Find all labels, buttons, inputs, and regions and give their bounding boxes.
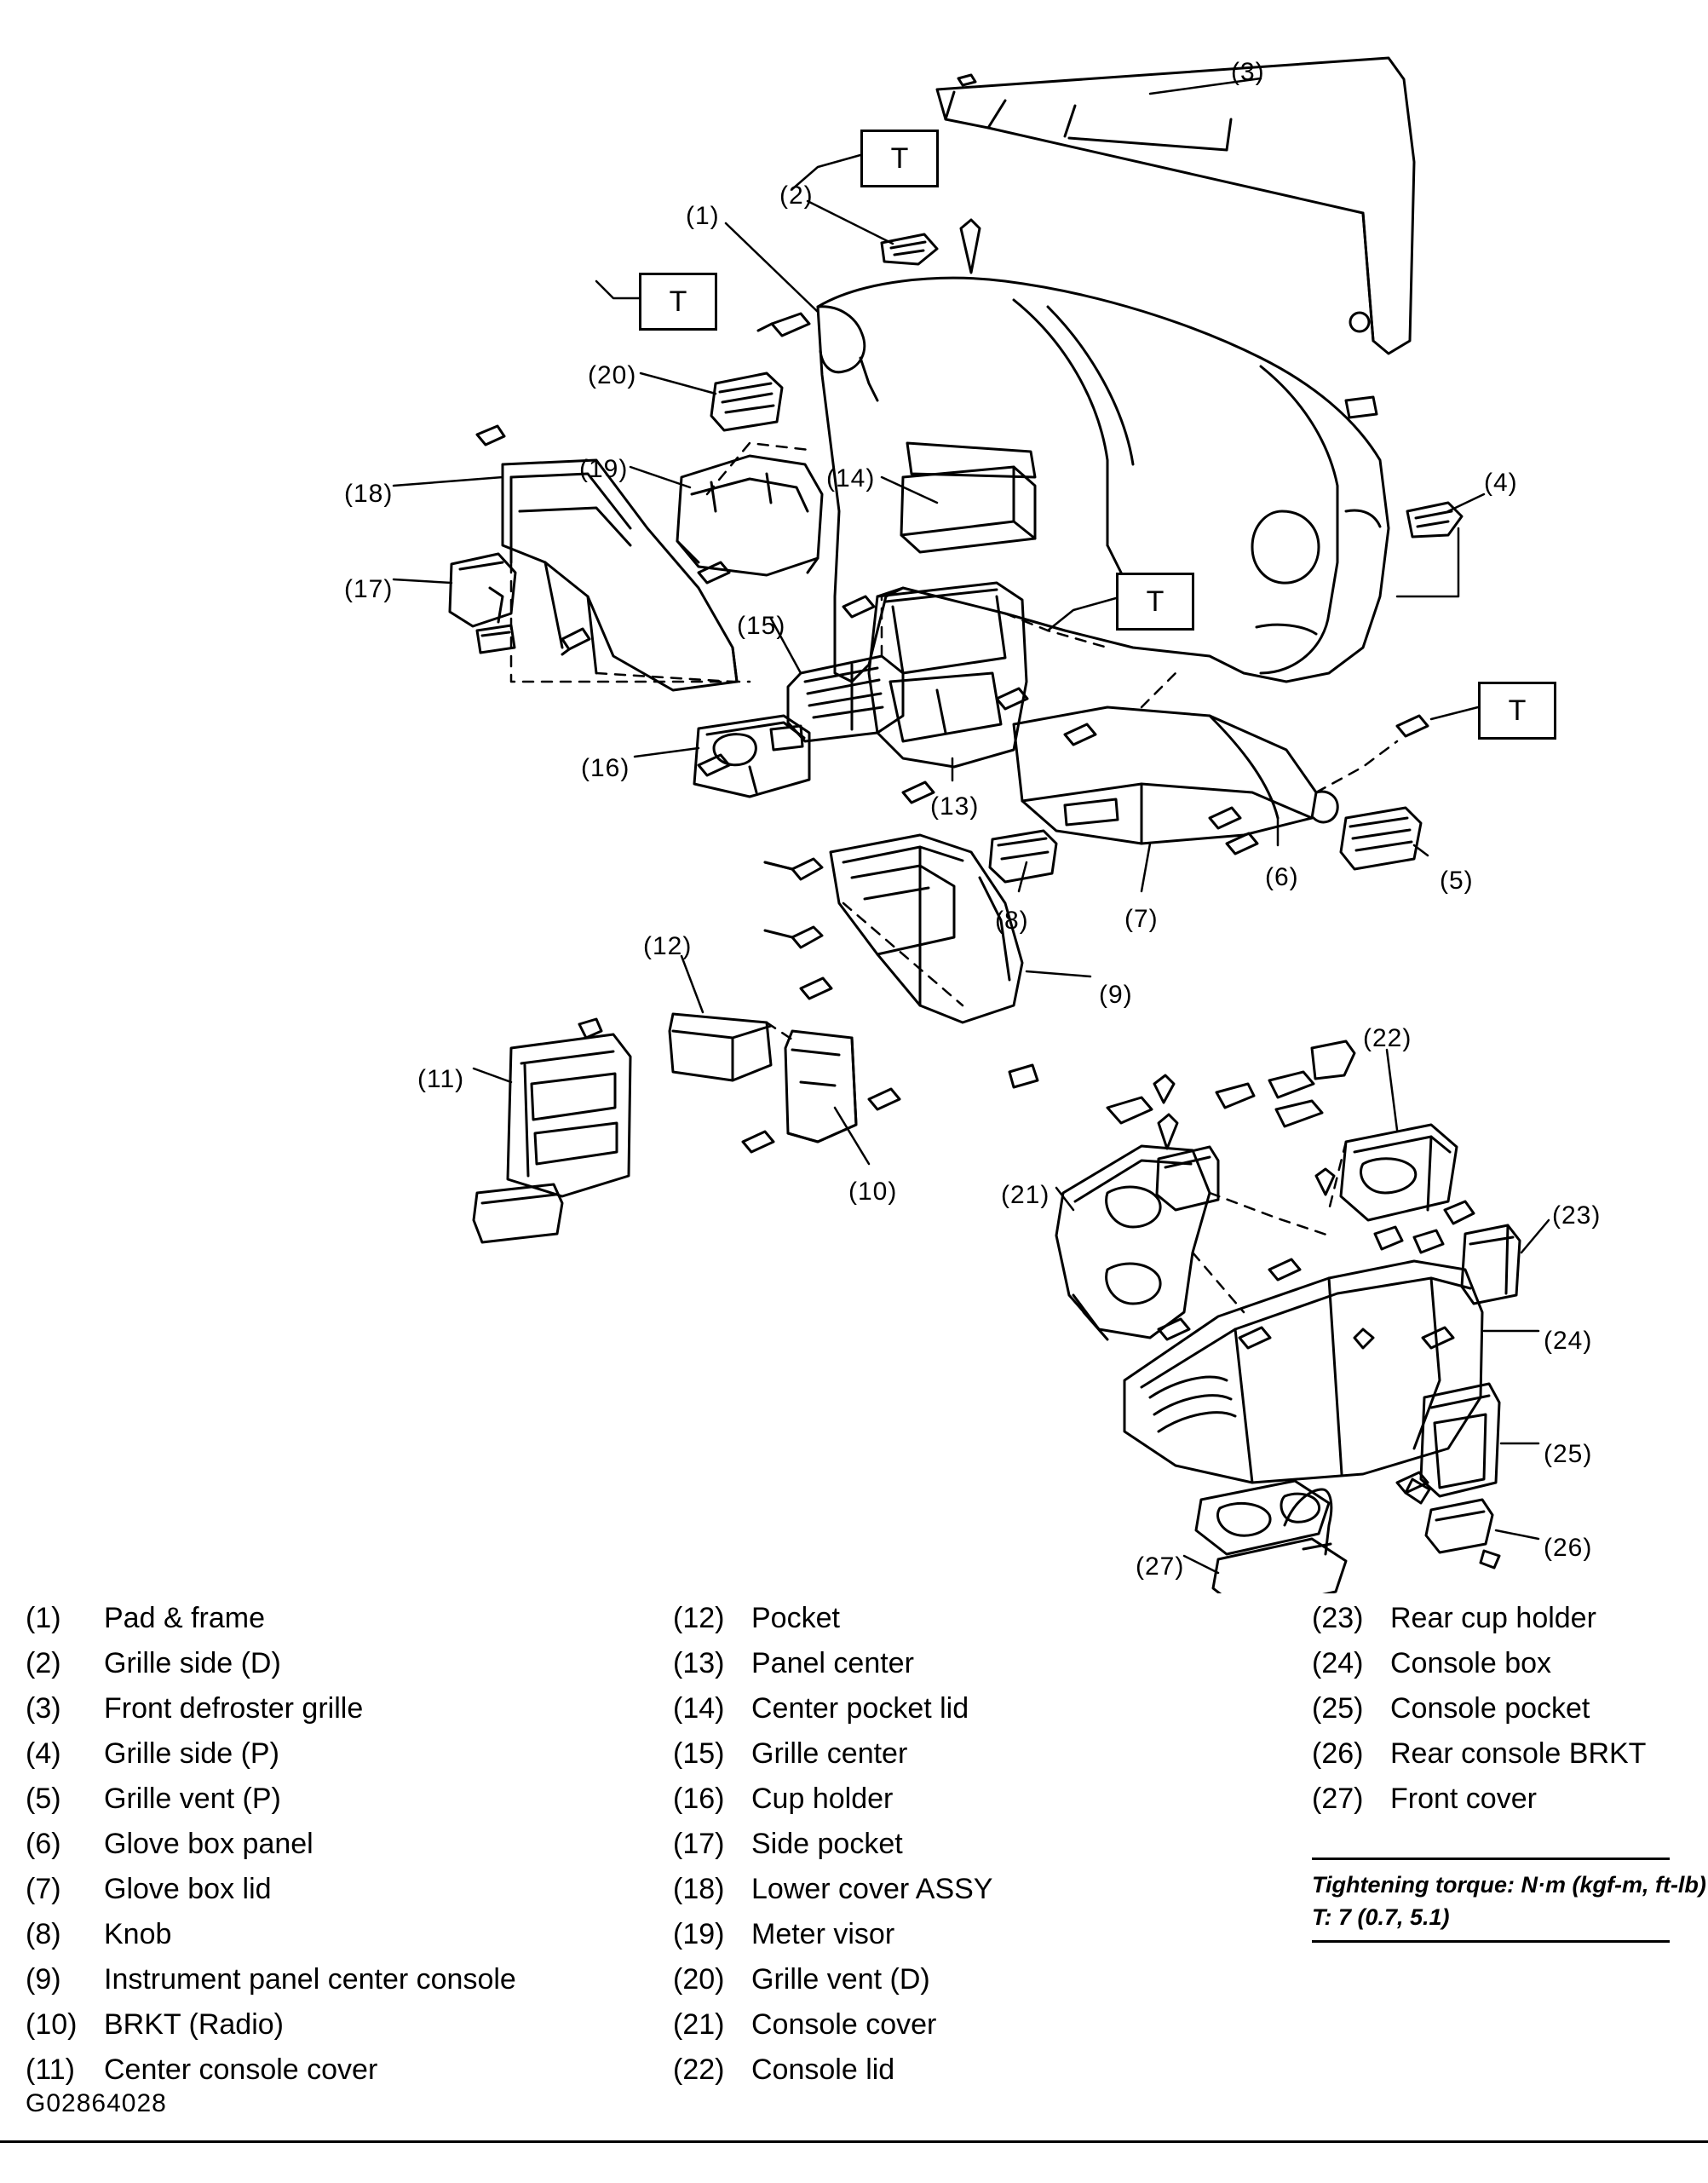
- legend-item-label: Grille side (P): [104, 1737, 279, 1770]
- legend-item-label: Pocket: [751, 1602, 840, 1634]
- legend-column-1: [26, 1602, 656, 2099]
- callout-19: (19): [579, 455, 629, 483]
- legend-item: [26, 1873, 656, 1918]
- legend-item-number: (12): [673, 1602, 725, 1634]
- callout-9: (9): [1099, 981, 1133, 1009]
- legend-item-number: (7): [26, 1873, 61, 1905]
- legend-item: [673, 1963, 1303, 2008]
- legend-item-label: Grille vent (D): [751, 1963, 930, 1996]
- legend-item-number: (26): [1312, 1737, 1364, 1770]
- legend-item-label: Console box: [1390, 1647, 1552, 1679]
- legend-item-number: (10): [26, 2008, 78, 2041]
- callout-15: (15): [737, 612, 786, 640]
- torque-note-bottom-rule: [1312, 1940, 1670, 1943]
- legend-item-number: (1): [26, 1602, 61, 1634]
- legend-item: [673, 1602, 1303, 1647]
- legend-item-label: Grille center: [751, 1737, 908, 1770]
- torque-note-line-1: Tightening torque: N·m (kgf-m, ft-lb): [1312, 1872, 1706, 1898]
- callout-16: (16): [581, 754, 630, 782]
- legend-column-3: [1312, 1602, 1704, 1828]
- legend-item: [673, 1692, 1303, 1737]
- legend-item: [26, 1647, 656, 1692]
- legend-item-label: Grille side (D): [104, 1647, 281, 1679]
- legend-item-label: Front cover: [1390, 1783, 1537, 1815]
- legend-item-label: Instrument panel center console: [104, 1963, 516, 1996]
- callout-12: (12): [643, 932, 693, 960]
- legend-item-label: Rear cup holder: [1390, 1602, 1596, 1634]
- callout-3: (3): [1231, 58, 1265, 86]
- legend-item-number: (25): [1312, 1692, 1364, 1725]
- tightening-torque-note: [1312, 1858, 1706, 1943]
- legend-item-number: (24): [1312, 1647, 1364, 1679]
- legend-item-number: (4): [26, 1737, 61, 1770]
- figure-id: G02864028: [26, 2089, 167, 2117]
- legend-item: [26, 1828, 656, 1873]
- legend-item-number: (5): [26, 1783, 61, 1815]
- legend-item-number: (27): [1312, 1783, 1364, 1815]
- legend-item-label: BRKT (Radio): [104, 2008, 284, 2041]
- legend-item: [673, 1828, 1303, 1873]
- legend-item: [26, 1963, 656, 2008]
- parts-legend: [0, 1602, 1708, 2086]
- callout-18: (18): [344, 480, 394, 508]
- torque-marker-4: T: [1478, 682, 1556, 740]
- legend-item: [673, 1647, 1303, 1692]
- legend-item: [1312, 1647, 1704, 1692]
- legend-item-number: (3): [26, 1692, 61, 1725]
- legend-item-label: Console pocket: [1390, 1692, 1590, 1725]
- legend-item-label: Side pocket: [751, 1828, 903, 1860]
- callout-24: (24): [1544, 1327, 1593, 1355]
- legend-item: [26, 1737, 656, 1783]
- callout-17: (17): [344, 575, 394, 603]
- callout-7: (7): [1124, 905, 1159, 933]
- callout-2: (2): [779, 181, 814, 210]
- callout-26: (26): [1544, 1534, 1593, 1562]
- torque-note-top-rule: [1312, 1858, 1670, 1860]
- legend-item-label: Console cover: [751, 2008, 937, 2041]
- legend-item-label: Grille vent (P): [104, 1783, 281, 1815]
- callout-4: (4): [1484, 469, 1518, 497]
- legend-item: [26, 1918, 656, 1963]
- legend-item: [1312, 1692, 1704, 1737]
- legend-item-number: (8): [26, 1918, 61, 1950]
- legend-item-label: Lower cover ASSY: [751, 1873, 993, 1905]
- callout-25: (25): [1544, 1440, 1593, 1468]
- legend-item-label: Front defroster grille: [104, 1692, 364, 1725]
- legend-item-number: (14): [673, 1692, 725, 1725]
- legend-item-label: Cup holder: [751, 1783, 894, 1815]
- legend-item-label: Center console cover: [104, 2053, 378, 2086]
- callout-14: (14): [826, 464, 876, 492]
- legend-item-label: Center pocket lid: [751, 1692, 969, 1725]
- legend-item-number: (23): [1312, 1602, 1364, 1634]
- footer-rule: [0, 2140, 1708, 2143]
- callout-21: (21): [1001, 1181, 1050, 1209]
- callout-27: (27): [1136, 1552, 1185, 1581]
- legend-item-number: (17): [673, 1828, 725, 1860]
- callout-6: (6): [1265, 863, 1299, 891]
- legend-item: [1312, 1783, 1704, 1828]
- torque-marker-2: T: [639, 273, 717, 331]
- legend-item-number: (21): [673, 2008, 725, 2041]
- legend-item: [26, 1692, 656, 1737]
- legend-item-number: (19): [673, 1918, 725, 1950]
- legend-item-label: Meter visor: [751, 1918, 895, 1950]
- callout-11: (11): [417, 1065, 465, 1093]
- legend-column-2: [673, 1602, 1303, 2099]
- torque-note-line-2: T: 7 (0.7, 5.1): [1312, 1904, 1450, 1930]
- legend-item-number: (18): [673, 1873, 725, 1905]
- legend-item: [673, 1918, 1303, 1963]
- legend-item: [673, 1737, 1303, 1783]
- legend-item: [673, 1873, 1303, 1918]
- legend-item: [26, 1783, 656, 1828]
- legend-item: [1312, 1737, 1704, 1783]
- legend-item-number: (13): [673, 1647, 725, 1679]
- legend-item: [673, 1783, 1303, 1828]
- legend-item-label: Pad & frame: [104, 1602, 265, 1634]
- legend-item-number: (15): [673, 1737, 725, 1770]
- callout-10: (10): [848, 1178, 898, 1206]
- legend-item: [673, 2008, 1303, 2053]
- torque-marker-1: T: [860, 130, 939, 187]
- torque-marker-3: T: [1116, 573, 1194, 631]
- legend-item-label: Knob: [104, 1918, 172, 1950]
- legend-item-number: (6): [26, 1828, 61, 1860]
- legend-item-number: (2): [26, 1647, 61, 1679]
- callout-22: (22): [1363, 1024, 1412, 1052]
- legend-item-number: (11): [26, 2053, 75, 2086]
- callout-5: (5): [1440, 867, 1474, 895]
- legend-item: [26, 2008, 656, 2053]
- callout-8: (8): [995, 907, 1029, 935]
- callout-1: (1): [686, 202, 720, 230]
- legend-item-number: (20): [673, 1963, 725, 1996]
- legend-item: [26, 1602, 656, 1647]
- callout-20: (20): [588, 361, 637, 389]
- callout-23: (23): [1552, 1201, 1602, 1230]
- legend-item-label: Panel center: [751, 1647, 914, 1679]
- legend-item-label: Console lid: [751, 2053, 895, 2086]
- legend-item-label: Glove box panel: [104, 1828, 313, 1860]
- callout-13: (13): [930, 792, 980, 821]
- legend-item-number: (16): [673, 1783, 725, 1815]
- legend-item: [1312, 1602, 1704, 1647]
- legend-item-label: Glove box lid: [104, 1873, 272, 1905]
- legend-item-number: (9): [26, 1963, 61, 1996]
- legend-item-number: (22): [673, 2053, 725, 2086]
- legend-item-label: Rear console BRKT: [1390, 1737, 1647, 1770]
- legend-item: [673, 2053, 1303, 2099]
